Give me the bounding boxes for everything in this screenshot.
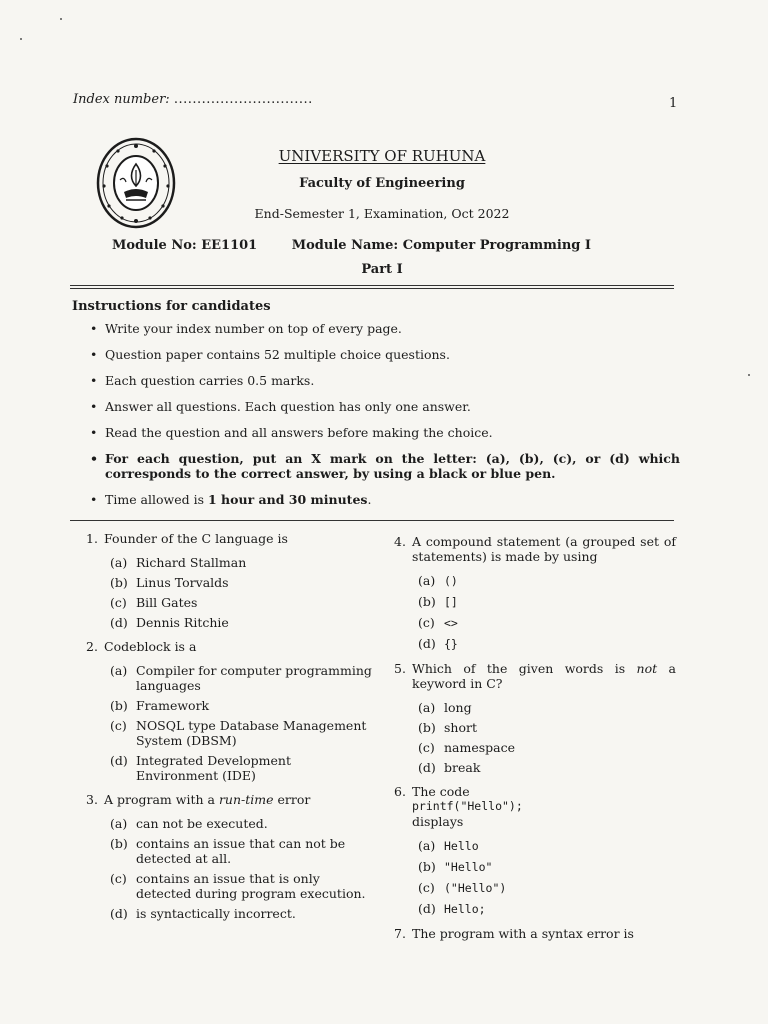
question-text-emphasis: run-time bbox=[218, 792, 274, 807]
option-text: Hello bbox=[444, 839, 479, 853]
option-a[interactable] bbox=[418, 700, 676, 715]
option-c[interactable] bbox=[418, 615, 676, 631]
option-label: (d) bbox=[418, 636, 436, 651]
option-c[interactable] bbox=[110, 871, 376, 901]
option-label: (d) bbox=[110, 615, 128, 630]
option-text: contains an issue that is only detected during program execution. bbox=[136, 871, 366, 901]
question-text-after: displays bbox=[412, 814, 464, 829]
index-number-label: Index number: bbox=[73, 92, 170, 107]
question-2 bbox=[86, 639, 376, 783]
instruction-item: • Question paper contains 52 multiple choice questions. bbox=[90, 347, 680, 362]
option-c[interactable] bbox=[110, 595, 376, 610]
option-text: "Hello" bbox=[444, 860, 493, 874]
option-d[interactable] bbox=[418, 760, 676, 775]
option-b[interactable] bbox=[418, 594, 676, 610]
page-number: 1 bbox=[669, 96, 678, 111]
option-b[interactable] bbox=[110, 836, 376, 866]
instructions-list bbox=[90, 321, 680, 518]
question-7 bbox=[394, 926, 676, 941]
question-text: A compound statement (a grouped set of statements) is made by using bbox=[412, 534, 676, 564]
option-text: short bbox=[444, 720, 477, 735]
part-label: Part I bbox=[361, 262, 403, 277]
exam-title: End-Semester 1, Examination, Oct 2022 bbox=[254, 206, 510, 221]
question-5 bbox=[394, 661, 676, 775]
scan-speck bbox=[60, 18, 62, 20]
module-line bbox=[112, 238, 591, 253]
option-d[interactable] bbox=[110, 906, 376, 921]
option-text: Dennis Ritchie bbox=[136, 615, 229, 630]
option-d[interactable] bbox=[110, 615, 376, 630]
option-text: Integrated Development Environment (IDE) bbox=[136, 753, 291, 783]
option-label: (b) bbox=[110, 698, 128, 713]
option-d[interactable] bbox=[110, 753, 376, 783]
option-label: (d) bbox=[110, 753, 128, 768]
question-text bbox=[412, 661, 676, 691]
option-label: (a) bbox=[110, 816, 128, 831]
option-label: (a) bbox=[418, 700, 436, 715]
option-text: Framework bbox=[136, 698, 210, 713]
module-number: Module No: EE1101 bbox=[112, 238, 258, 253]
option-text: {} bbox=[444, 637, 458, 651]
question-4 bbox=[394, 534, 676, 652]
scan-speck bbox=[20, 38, 22, 40]
instruction-item: • Read the question and all answers before making the choice. bbox=[90, 425, 680, 440]
question-text bbox=[104, 792, 376, 807]
question-text-part: Which of the given words is bbox=[412, 661, 637, 676]
question-text: Codeblock is a bbox=[104, 639, 197, 654]
option-label: (b) bbox=[418, 594, 436, 609]
university-name: UNIVERSITY OF RUHUNA bbox=[278, 147, 486, 165]
option-text: [] bbox=[444, 595, 458, 609]
instructions-heading: Instructions for candidates bbox=[72, 299, 271, 314]
options-list bbox=[412, 838, 676, 917]
options-list bbox=[104, 663, 376, 783]
question-number: 1. bbox=[86, 531, 98, 546]
option-text: is syntactically incorrect. bbox=[136, 906, 296, 921]
option-text: long bbox=[444, 700, 472, 715]
option-label: (b) bbox=[110, 836, 128, 851]
option-label: (b) bbox=[110, 575, 128, 590]
header-divider bbox=[70, 285, 674, 289]
option-c[interactable] bbox=[110, 718, 376, 748]
option-d[interactable] bbox=[418, 636, 676, 652]
option-text: Hello; bbox=[444, 902, 486, 916]
option-text: ("Hello") bbox=[444, 881, 507, 895]
time-prefix: Time allowed is bbox=[105, 492, 208, 507]
option-label: (a) bbox=[418, 838, 436, 853]
option-label: (c) bbox=[418, 740, 435, 755]
option-label: (a) bbox=[418, 573, 436, 588]
time-allowed: 1 hour and 30 minutes bbox=[208, 492, 368, 507]
option-label: (c) bbox=[110, 595, 127, 610]
option-text: Linus Torvalds bbox=[136, 575, 229, 590]
option-label: (c) bbox=[110, 871, 127, 886]
instruction-item: • Each question carries 0.5 marks. bbox=[90, 373, 680, 388]
questions-column-right bbox=[394, 534, 676, 950]
question-text: The program with a syntax error is bbox=[412, 926, 634, 941]
module-name: Module Name: Computer Programming I bbox=[291, 238, 591, 253]
option-text: namespace bbox=[444, 740, 516, 755]
option-text: Bill Gates bbox=[136, 595, 198, 610]
time-suffix: . bbox=[367, 492, 372, 507]
option-b[interactable] bbox=[110, 575, 376, 590]
option-a[interactable] bbox=[418, 573, 676, 589]
question-number: 2. bbox=[86, 639, 98, 654]
index-number-line bbox=[73, 92, 313, 107]
option-a[interactable] bbox=[418, 838, 676, 854]
question-text-part: A program with a bbox=[104, 792, 219, 807]
question-number: 3. bbox=[86, 792, 98, 807]
option-c[interactable] bbox=[418, 880, 676, 896]
option-b[interactable] bbox=[418, 720, 676, 735]
option-a[interactable] bbox=[110, 555, 376, 570]
question-text: Founder of the C language is bbox=[104, 531, 288, 546]
question-number: 4. bbox=[394, 534, 406, 549]
instruction-item: • Answer all questions. Each question has only one answer. bbox=[90, 399, 680, 414]
question-text: The code bbox=[412, 784, 470, 799]
options-list bbox=[104, 555, 376, 630]
option-text: break bbox=[444, 760, 481, 775]
instructions-divider bbox=[70, 520, 674, 521]
code-snippet: printf("Hello"); bbox=[412, 799, 523, 813]
option-label: (b) bbox=[418, 720, 436, 735]
faculty-name: Faculty of Engineering bbox=[299, 176, 465, 191]
question-6 bbox=[394, 784, 676, 917]
option-text: contains an issue that can not be detected at all. bbox=[136, 836, 346, 866]
options-list bbox=[412, 700, 676, 775]
option-label: (c) bbox=[110, 718, 127, 733]
option-label: (c) bbox=[418, 615, 435, 630]
question-number: 7. bbox=[394, 926, 406, 941]
option-text: () bbox=[444, 574, 458, 588]
option-label: (a) bbox=[110, 555, 128, 570]
option-c[interactable] bbox=[418, 740, 676, 755]
options-list bbox=[412, 573, 676, 652]
option-label: (d) bbox=[110, 906, 128, 921]
instruction-item: • Write your index number on top of every page. bbox=[90, 321, 680, 336]
option-b[interactable] bbox=[110, 698, 376, 713]
scan-speck bbox=[748, 374, 750, 376]
instruction-item-time bbox=[90, 492, 680, 507]
option-label: (a) bbox=[110, 663, 128, 678]
question-number: 6. bbox=[394, 784, 406, 799]
option-label: (d) bbox=[418, 760, 436, 775]
question-number: 5. bbox=[394, 661, 406, 676]
option-text: can not be executed. bbox=[136, 816, 268, 831]
option-a[interactable] bbox=[110, 816, 376, 831]
option-label: (b) bbox=[418, 859, 436, 874]
question-3 bbox=[86, 792, 376, 921]
question-text-emphasis: not bbox=[636, 661, 658, 676]
option-text: Compiler for computer programming languages bbox=[136, 663, 372, 693]
option-a[interactable] bbox=[110, 663, 376, 693]
option-b[interactable] bbox=[418, 859, 676, 875]
question-text-part: a keyword in C? bbox=[412, 661, 676, 691]
option-d[interactable] bbox=[418, 901, 676, 917]
index-number-blank: .............................. bbox=[173, 92, 313, 107]
option-text: NOSQL type Database Management System (DBSM) bbox=[136, 718, 367, 748]
option-label: (d) bbox=[418, 901, 436, 916]
options-list bbox=[104, 816, 376, 921]
question-1 bbox=[86, 531, 376, 630]
option-label: (c) bbox=[418, 880, 435, 895]
question-text-part: error bbox=[273, 792, 311, 807]
option-text: Richard Stallman bbox=[136, 555, 247, 570]
instruction-item: • For each question, put an X mark on the letter: (a), (b), (c), or (d) which corresponds to the correct answer, by using a black or blue pen. bbox=[90, 451, 680, 481]
option-text: <> bbox=[444, 616, 458, 630]
questions-column-left bbox=[86, 531, 376, 930]
